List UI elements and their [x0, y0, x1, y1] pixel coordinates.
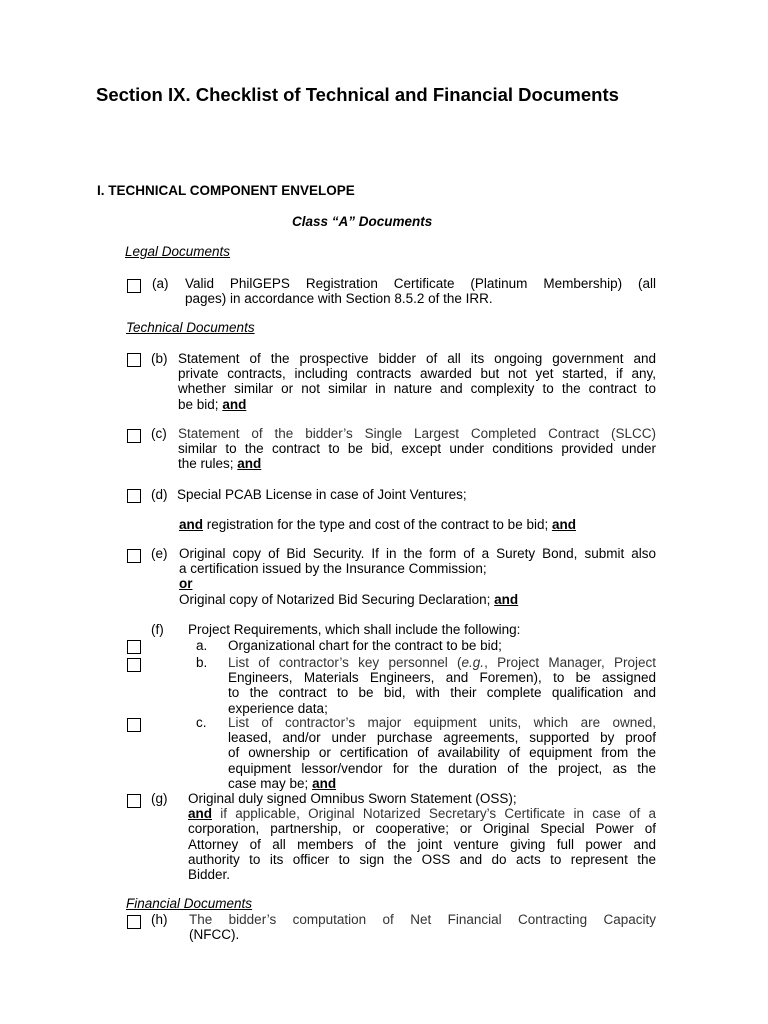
checkbox-f-a[interactable] [127, 640, 141, 654]
or-connector: or [179, 576, 193, 592]
item-a-text [185, 276, 656, 306]
financial-documents-subheading: Financial Documents [126, 896, 253, 911]
item-b-text [178, 351, 656, 412]
item-f-b-line: Engineers, Materials Engineers, and Foremen), to be assigned [228, 670, 656, 686]
item-e-text [179, 546, 656, 607]
item-g-line: if applicable, Original Notarized Secretary’s Certificate in case of a [212, 806, 656, 822]
item-d-continuation-text: registration for the type and cost of the contract to be bid; [203, 517, 552, 532]
item-f-b-text [228, 655, 656, 716]
item-d-continuation [179, 517, 576, 532]
item-f-c-line: List of contractor’s major equipment units, which are owned, [228, 715, 656, 730]
item-c-line: Statement of the bidder’s Single Largest Completed Contract (SLCC) [178, 426, 656, 441]
checkbox-c[interactable] [127, 429, 141, 443]
item-f-b-label: b. [196, 655, 208, 670]
item-f-a-text: Organizational chart for the contract to be bid; [228, 638, 502, 653]
item-a-line: pages) in accordance with Section 8.5.2 of the IRR. [185, 291, 493, 307]
item-f-c-text [228, 715, 656, 791]
item-b-line: private contracts, including contracts awarded but not yet started, if any, [178, 366, 656, 382]
item-f-c-line: of ownership or certification of availability of equipment from the [228, 745, 656, 761]
item-f-label: (f) [151, 622, 164, 637]
checkbox-e[interactable] [127, 549, 141, 563]
and-connector: and [179, 517, 204, 532]
and-connector: and [551, 517, 576, 532]
item-b-line: whether similar or not similar in nature and complexity to the contract to [178, 381, 656, 397]
item-e-line: a certification issued by the Insurance Commission; [179, 561, 487, 577]
item-f-b-line: to the contract to be bid, with their complete qualification and [228, 685, 656, 701]
item-g-text [188, 791, 656, 882]
and-connector: and [237, 456, 262, 472]
item-f-intro: Project Requirements, which shall include the following: [188, 622, 521, 637]
item-e-label: (e) [151, 546, 168, 561]
item-h-line: (NFCC). [189, 927, 240, 943]
checkbox-b[interactable] [127, 353, 141, 367]
item-h-text [189, 912, 656, 942]
item-g-line: Original duly signed Omnibus Sworn Statement (OSS); [188, 791, 517, 806]
checkbox-a[interactable] [127, 279, 141, 293]
item-b-line: Statement of the prospective bidder of all its ongoing government and [178, 351, 656, 366]
item-g-line: corporation, partnership, or cooperative; or Original Special Power of [188, 821, 656, 837]
item-a-line: Valid PhilGEPS Registration Certificate (Platinum Membership) (all [185, 276, 656, 291]
section-heading: I. TECHNICAL COMPONENT ENVELOPE [97, 183, 355, 198]
item-c-line: the rules; [178, 456, 234, 472]
and-connector: and [188, 806, 213, 822]
and-connector: and [222, 396, 247, 412]
item-f-b-line: experience data; [228, 700, 328, 716]
item-c-line: similar to the contract to be bid, except under conditions provided under [178, 441, 656, 457]
item-d-label: (d) [151, 487, 168, 502]
item-f-c-line: equipment lessor/vendor for the duration of the project, as the [228, 760, 656, 776]
item-b-label: (b) [151, 351, 168, 366]
and-connector: and [312, 775, 337, 791]
item-f-c-line: case may be; [228, 775, 309, 791]
class-heading: Class “A” Documents [292, 214, 433, 229]
item-c-text [174, 426, 656, 472]
checkbox-f-b[interactable] [127, 658, 141, 672]
item-e-line: Original copy of Bid Security. If in the form of a Surety Bond, submit also [179, 546, 656, 561]
checkbox-g[interactable] [127, 794, 141, 808]
item-g-line: Attorney of all members of the joint venture giving full power and [188, 836, 656, 852]
item-f-b-line: List of contractor’s key personnel (e.g., Project Manager, Project [228, 655, 656, 670]
item-f-c-label: c. [196, 715, 207, 730]
page-title: Section IX. Checklist of Technical and Financial Documents [96, 84, 619, 105]
item-g-label: (g) [151, 791, 168, 806]
item-e-alt-text: Original copy of Notarized Bid Securing Declaration; [179, 591, 495, 607]
legal-documents-subheading: Legal Documents [125, 244, 231, 259]
item-f-a-label: a. [196, 638, 208, 653]
item-c-label: (c) [151, 426, 167, 441]
item-g-line: authority to its officer to sign the OSS and do acts to represent the [188, 851, 656, 867]
checkbox-f-c[interactable] [127, 718, 141, 732]
item-a-label: (a) [152, 276, 169, 291]
item-h-line: The bidder’s computation of Net Financial Contracting Capacity [189, 912, 656, 927]
checkbox-h[interactable] [127, 915, 141, 929]
and-connector: and [494, 591, 519, 607]
checkbox-d[interactable] [127, 489, 141, 503]
technical-documents-subheading: Technical Documents [126, 320, 255, 335]
item-g-line: Bidder. [188, 867, 231, 883]
item-d-text: Special PCAB License in case of Joint Ventures; [177, 487, 467, 502]
item-b-line: be bid; [178, 396, 219, 412]
item-f-c-line: leased, and/or under purchase agreements, supported by proof [228, 730, 656, 746]
item-h-label: (h) [151, 912, 168, 927]
